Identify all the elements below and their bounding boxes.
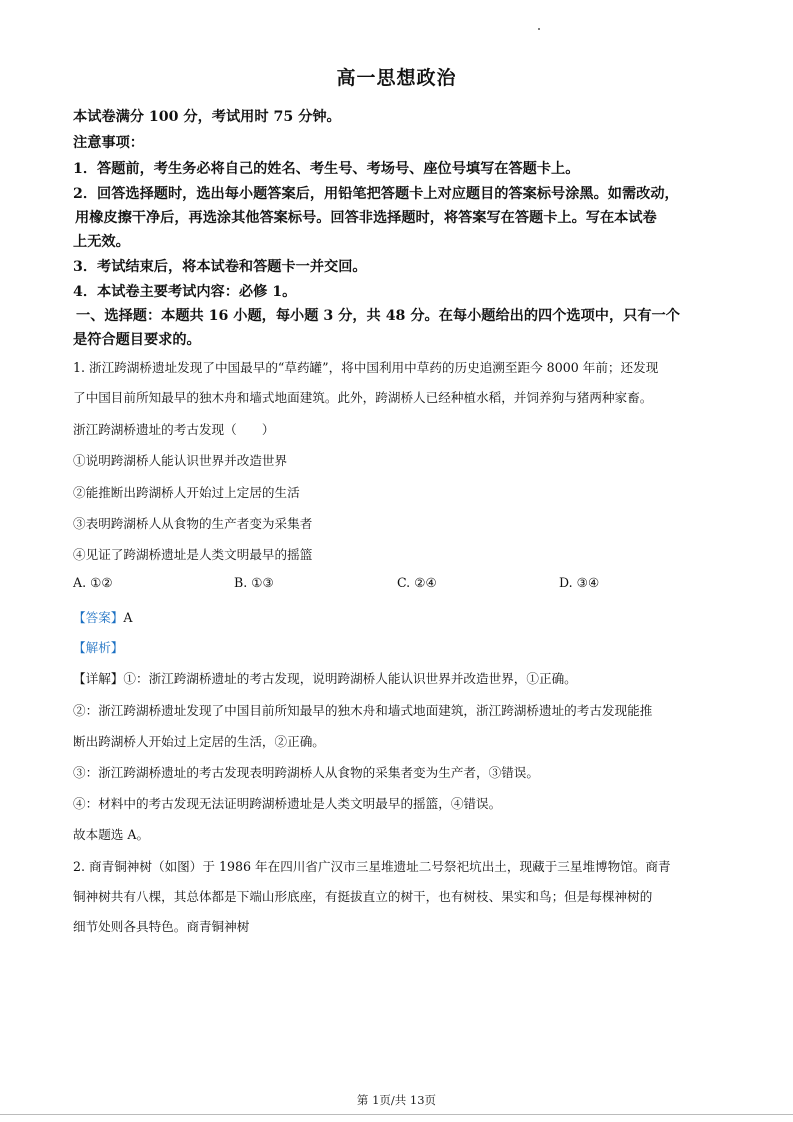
q1-detail-1: 【详解】①：浙江跨湖桥遗址的考古发现，说明跨湖桥人能认识世界并改造世界，①正确。 [73,671,577,686]
q1-stem-a: 1. 浙江跨湖桥遗址发现了中国最早的“草药罐”，将中国利用中草药的历史追溯至距今 8000 年前；还发现 [73,360,659,375]
notice-item-2a: 2．回答选择题时，选出每小题答案后，用铅笔把答题卡上对应题目的答案标号涂黑。如需改动， [73,186,679,202]
answer-value: A [123,610,133,625]
q1-option-a: A. ①② [73,575,113,590]
q1-answer-row [73,607,132,626]
notice-item-1: 1．答题前，考生务必将自己的姓名、考生号、考场号、座位号填写在答题卡上。 [73,161,580,177]
q1-option-c: C. ②④ [397,575,437,590]
q1-conclusion: 故本题选 A。 [73,827,150,842]
notice-item-3: 3．考试结束后，将本试卷和答题卡一并交回。 [73,259,367,275]
exam-info: 本试卷满分 100 分，考试用时 75 分钟。 [73,109,341,125]
section-heading-a: 一、选择题：本题共 16 小题，每小题 3 分，共 48 分。在每小题给出的四个选项中，只有一个 [76,308,680,324]
q2-stem-a: 2. 商青铜神树（如图）于 1986 年在四川省广汉市三星堆遗址二号祭祀坑出土，现藏于三星堆博物馆。商青 [73,859,671,874]
scan-dot [538,28,540,30]
page-title: 高一思想政治 [336,67,457,89]
footer-divider [0,1114,793,1115]
q1-statement-3: ③表明跨湖桥人从食物的生产者变为采集者 [73,516,313,531]
q1-detail-2b: 断出跨湖桥人开始过上定居的生活，②正确。 [73,734,325,749]
q1-statement-4: ④见证了跨湖桥遗址是人类文明最早的摇篮 [73,547,313,562]
q1-statement-1: ①说明跨湖桥人能认识世界并改造世界 [73,453,288,468]
q1-detail-4: ④：材料中的考古发现无法证明跨湖桥遗址是人类文明最早的摇篮，④错误。 [73,796,502,811]
q1-detail-2a: ②：浙江跨湖桥遗址发现了中国目前所知最早的独木舟和墙式地面建筑，浙江跨湖桥遗址的考古发现能推 [73,703,653,718]
page-number: 第 1页/共 13页 [356,1093,437,1107]
q1-option-b: B. ①③ [234,575,274,590]
q1-question: 浙江跨湖桥遗址的考古发现（ ） [73,422,275,437]
section-heading-b: 是符合题目要求的。 [73,332,201,348]
q1-stem-b: 了中国目前所知最早的独木舟和墙式地面建筑。此外，跨湖桥人已经种植水稻，并饲养狗与猪两种家畜。 [73,390,653,405]
notice-item-2b: 用橡皮擦干净后，再选涂其他答案标号。回答非选择题时，将答案写在答题卡上。写在本试卷 [75,210,657,226]
q1-option-d: D. ③④ [559,575,600,590]
q2-stem-b: 铜神树共有八棵，其总体都是下端山形底座，有挺拔直立的树干，也有树枝、果实和鸟；但是每棵神树的 [73,889,653,904]
q1-statement-2: ②能推断出跨湖桥人开始过上定居的生活 [73,485,300,500]
q2-stem-c: 细节处则各具特色。商青铜神树 [73,919,250,934]
notice-heading: 注意事项： [73,135,144,151]
notice-item-2c: 上无效。 [73,234,130,250]
q1-detail-3: ③：浙江跨湖桥遗址的考古发现表明跨湖桥人从食物的采集者变为生产者，③错误。 [73,765,539,780]
analysis-tag: 【解析】 [73,640,124,655]
notice-item-4: 4．本试卷主要考试内容：必修 1。 [73,284,297,300]
answer-tag: 【答案】 [73,610,124,625]
